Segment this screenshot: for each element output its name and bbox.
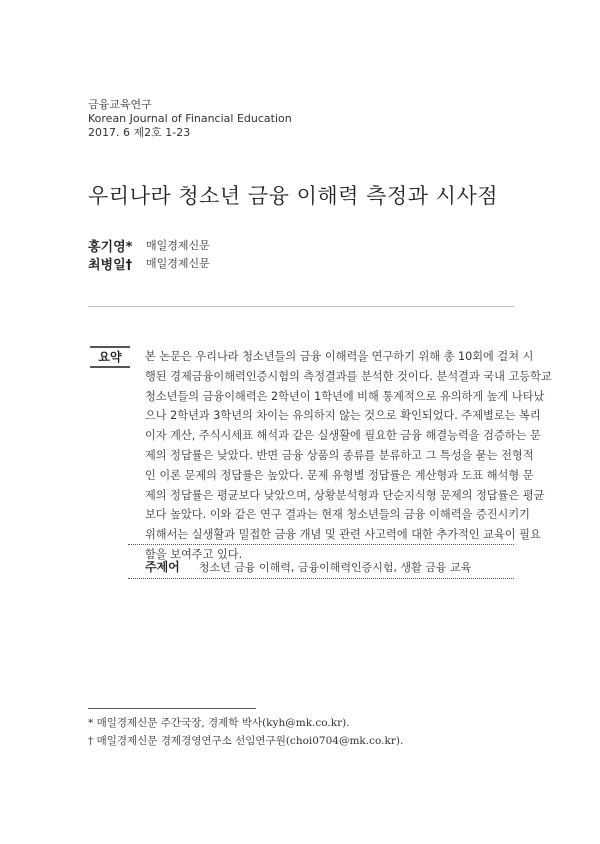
- abstract-line: 인 이론 문제의 정답률은 높았다. 문제 유형별 정답률은 계산형과 도표 해석형 문: [145, 468, 534, 482]
- journal-header: [88, 98, 292, 140]
- abstract-label: 요약: [90, 346, 130, 368]
- abstract-line: 보다 높았다. 이와 같은 연구 결과는 현재 청소년들의 금융 이해력을 증진시키기: [145, 508, 530, 522]
- section-divider: [88, 306, 514, 307]
- footnotes: [88, 714, 403, 750]
- journal-name-ko: 금융교육연구: [88, 98, 152, 111]
- abstract-line: 제의 정답률은 낮았다. 반면 금융 상품의 종류를 분류하고 그 특성을 묻는 전형적: [145, 448, 534, 462]
- author-name: 홍기영*: [88, 239, 133, 255]
- abstract-text: [145, 347, 552, 565]
- paper-title: 우리나라 청소년 금융 이해력 측정과 시사점: [88, 184, 499, 208]
- author-name: 최병일†: [88, 257, 133, 273]
- abstract-line: 제의 정답률은 평균보다 낮았으며, 상황분석형과 단순지식형 문제의 정답률은 평균: [145, 488, 545, 502]
- author-2: [88, 254, 210, 272]
- abstract-line: 행된 경제금융이해력인증시험의 측정결과를 분석한 것이다. 분석결과 국내 고등학교: [145, 369, 552, 383]
- keywords-text: 청소년 금융 이해력, 금융이해력인증시험, 생활 금융 교육: [198, 561, 472, 574]
- journal-issue: 2017. 6 제2호 1-23: [88, 126, 191, 139]
- keywords-divider-top: [128, 544, 514, 545]
- footnote-1: * 매일경제신문 주간국장, 경제학 박사(kyh@mk.co.kr).: [88, 717, 350, 729]
- abstract-line: 본 논문은 우리나라 청소년들의 금융 이해력을 연구하기 위해 총 10회에 걸쳐 시: [145, 350, 534, 363]
- author-affiliation: 매일경제신문: [146, 257, 210, 270]
- abstract-line: 청소년들의 금융이해력은 2학년이 1학년에 비해 통계적으로 유의하게 높게 나타났: [145, 389, 545, 403]
- keywords-label: 주제어: [145, 560, 180, 574]
- abstract-line: 위해서는 실생활과 밀접한 금융 개념 및 관련 사고력에 대한 추가적인 교육이 필요: [145, 528, 541, 542]
- keywords: [145, 556, 471, 575]
- footnote-2: † 매일경제신문 경제경영연구소 선임연구원(choi0704@mk.co.kr).: [88, 735, 404, 747]
- author-list: [88, 236, 210, 272]
- abstract-line: 함을 보여주고 있다.: [145, 547, 243, 561]
- author-affiliation: 매일경제신문: [146, 239, 210, 252]
- abstract-line: 으나 2학년과 3학년의 차이는 유의하지 않는 것으로 확인되었다. 주제별로는 복리: [145, 409, 541, 423]
- abstract-line: 이자 계산, 주식시세표 해석과 같은 실생활에 필요한 금융 해결능력을 검증하는 문: [145, 429, 541, 443]
- footnote-rule: [88, 708, 256, 709]
- journal-name-en: Korean Journal of Financial Education: [88, 112, 292, 125]
- keywords-divider-bottom: [128, 578, 514, 579]
- author-1: [88, 236, 210, 254]
